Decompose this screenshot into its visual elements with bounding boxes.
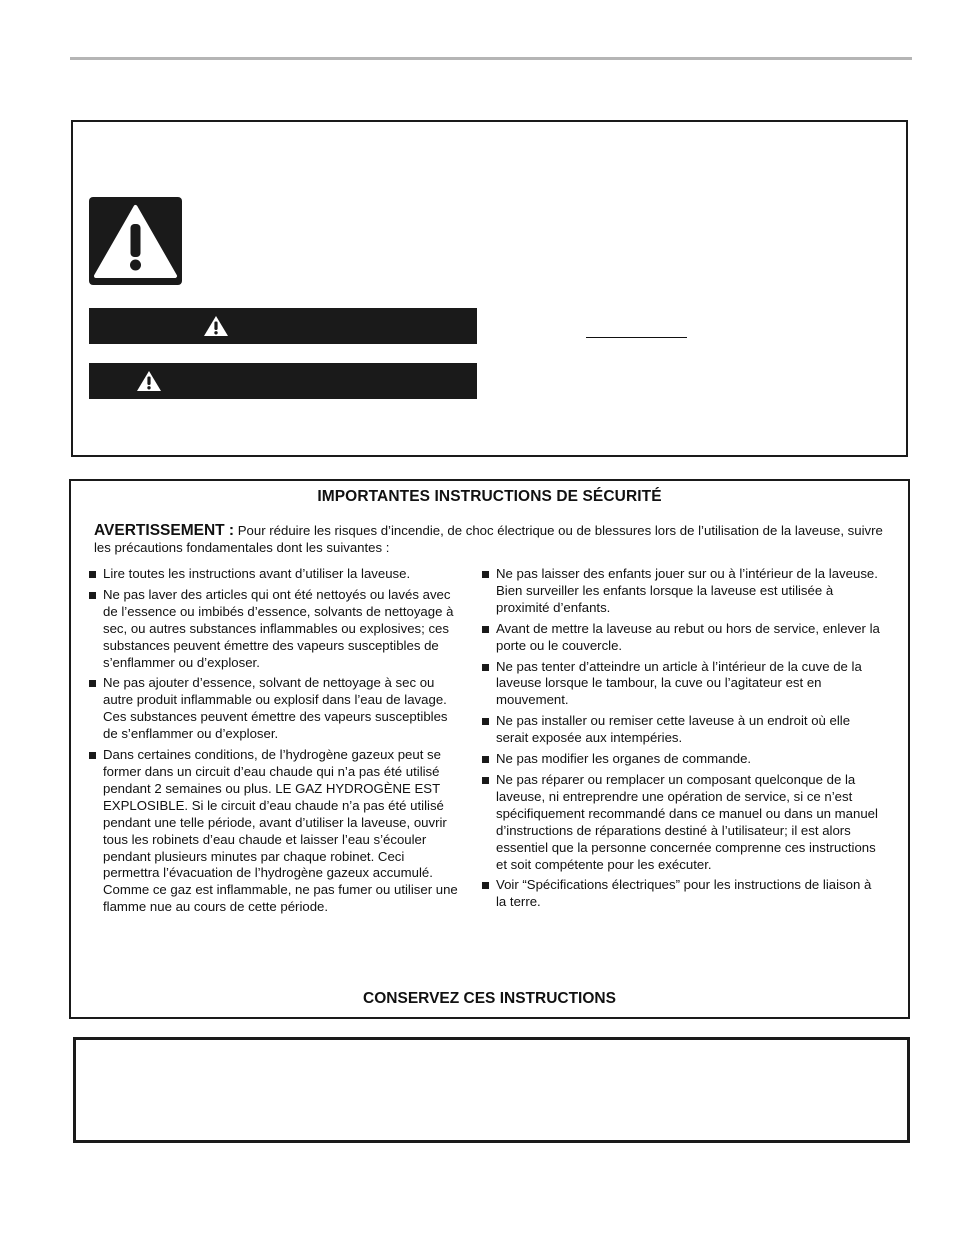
bullet-square-icon	[482, 626, 489, 633]
list-item: Ne pas installer ou remiser cette laveuse à un endroit où elle serait exposée aux intempéries.	[481, 713, 881, 747]
list-item: Dans certaines conditions, de l’hydrogène gazeux peut se former dans un circuit d’eau chaude qui n’a pas été utilisé pendant 2 semaines ou plus. LE GAZ HYDROGÈNE EST EXPLOSIBLE. Si le circuit d’eau chaude n’a pas été utilisé pendant une telle période, avant d’utiliser la laveuse, ouvrir tous les robinets d’eau chaude et laisser l’eau s’écouler pendant plusieurs minutes par chaque robinet. Ceci permettra l’évacuation de l’hydrogène gazeux accumulé. Comme ce gaz est inflammable, ne pas fumer ou utiliser une flamme nue au cours de cette période.	[88, 747, 458, 916]
list-item: Ne pas laver des articles qui ont été nettoyés ou lavés avec de l’essence ou imbibés d’essence, solvants de nettoyage à sec, ou autres substances inflammables ou explosives; ces substances peuvent émettre des vapeurs susceptibles de s’enflammer ou d’exploser.	[88, 587, 458, 672]
bullet-square-icon	[482, 756, 489, 763]
instructions-left-column	[88, 566, 458, 920]
bullet-square-icon	[482, 571, 489, 578]
list-item: Ne pas laisser des enfants jouer sur ou à l’intérieur de la laveuse. Bien surveiller les enfants lorsque la laveuse est utilisée à proximité d’enfants.	[481, 566, 881, 617]
bullet-square-icon	[89, 752, 96, 759]
underline-rule	[586, 337, 687, 338]
danger-signal-bar	[89, 308, 477, 344]
bottom-message-box	[73, 1037, 910, 1143]
safety-message-box	[71, 120, 908, 457]
save-instructions-note: CONSERVEZ CES INSTRUCTIONS	[363, 990, 616, 1007]
warning-triangle-icon	[203, 315, 229, 337]
bullet-square-icon	[482, 664, 489, 671]
warning-intro-text: Pour réduire les risques d’incendie, de choc électrique ou de blessures lors de l’utilisation de la laveuse, suivre les précautions fondamentales dont les suivantes :	[94, 523, 883, 555]
warning-triangle-icon	[136, 370, 162, 392]
bullet-square-icon	[89, 571, 96, 578]
list-item: Lire toutes les instructions avant d’utiliser la laveuse.	[88, 566, 458, 583]
instructions-heading: IMPORTANTES INSTRUCTIONS DE SÉCURITÉ	[317, 488, 662, 505]
list-item: Ne pas tenter d’atteindre un article à l’intérieur de la cuve de la laveuse lorsque le tambour, la cuve ou l’agitateur est en mouvement.	[481, 659, 881, 710]
warning-label: AVERTISSEMENT :	[94, 522, 235, 539]
bullet-square-icon	[482, 882, 489, 889]
bullet-square-icon	[89, 680, 96, 687]
list-item: Ne pas réparer ou remplacer un composant quelconque de la laveuse, ni entreprendre une opération de service, si ce n’est spécifiquement recommandé dans ce manuel ou dans un manuel d’instructions de réparations destiné à l’utilisateur; il est alors essentiel que la personne concernée comprenne ces instructions et soit compétente pour les exécuter.	[481, 772, 881, 873]
warning-intro	[94, 522, 884, 556]
list-item: Ne pas modifier les organes de commande.	[481, 751, 881, 768]
list-item: Avant de mettre la laveuse au rebut ou hors de service, enlever la porte ou le couvercle.	[481, 621, 881, 655]
warning-triangle-icon	[89, 197, 182, 285]
list-item: Voir “Spécifications électriques” pour les instructions de liaison à la terre.	[481, 877, 881, 911]
list-item: Ne pas ajouter d’essence, solvant de nettoyage à sec ou autre produit inflammable ou explosif dans l’eau de lavage. Ces substances peuvent émettre des vapeurs susceptibles de s’enflammer ou d’exploser.	[88, 675, 458, 743]
bullet-square-icon	[89, 592, 96, 599]
warning-signal-bar	[89, 363, 477, 399]
top-rule	[70, 57, 912, 60]
instructions-right-column	[481, 566, 881, 915]
bullet-square-icon	[482, 777, 489, 784]
bullet-square-icon	[482, 718, 489, 725]
